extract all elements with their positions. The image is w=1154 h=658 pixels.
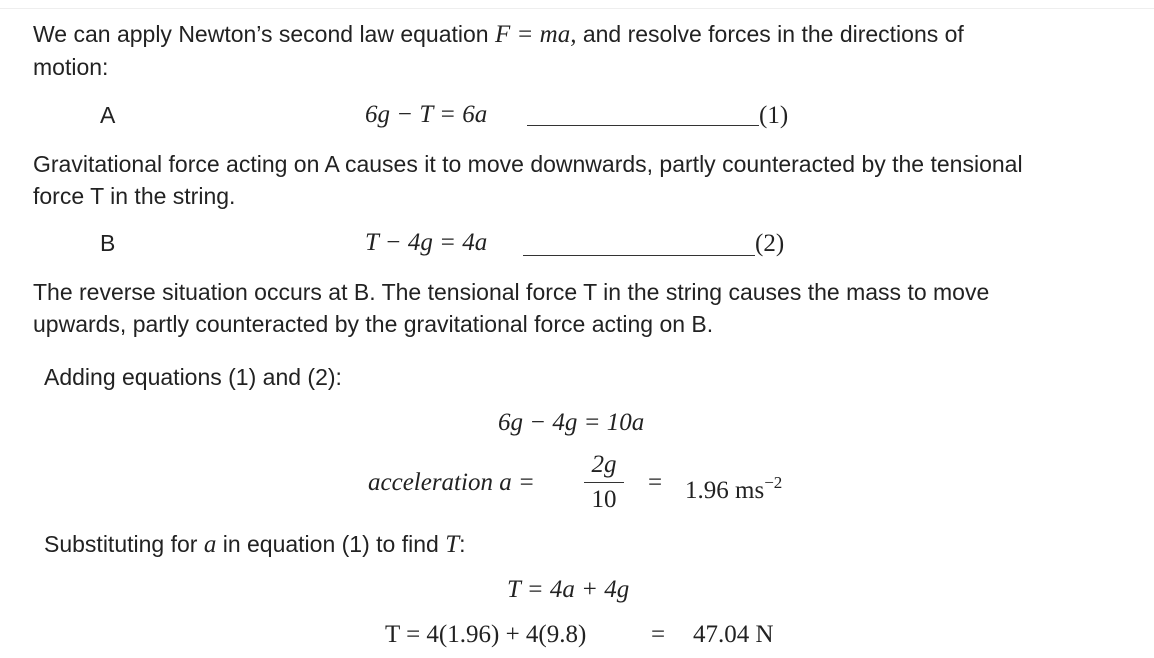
substituting-text-a: Substituting for xyxy=(44,531,198,557)
substituting-text-b: in equation (1) to find xyxy=(222,531,439,557)
para1-text-a: We can apply Newton’s second law equation xyxy=(33,21,489,47)
fraction-denominator: 10 xyxy=(591,486,617,513)
eq1-tag: (1) xyxy=(759,102,789,129)
para1-line2: motion: xyxy=(33,54,109,80)
eq2-formula: T − 4g = 4a xyxy=(365,229,488,256)
eq4-formula: T = 4a + 4g xyxy=(507,576,630,603)
fraction-bar xyxy=(584,482,624,483)
substituting-colon: : xyxy=(459,531,466,557)
para1-line1 xyxy=(33,18,964,51)
eq2-tag: (2) xyxy=(755,230,785,257)
eq2-blank-line xyxy=(523,255,755,256)
acceleration-fraction xyxy=(584,450,624,515)
eq1-label: A xyxy=(100,102,116,128)
eq5-formula: T = 4(1.96) + 4(9.8) xyxy=(385,621,587,648)
eq5-result: 47.04 N xyxy=(693,621,774,648)
acceleration-value xyxy=(685,467,782,507)
adding-equations-text: Adding equations (1) and (2): xyxy=(44,364,342,390)
para3-line2: upwards, partly counteracted by the gravitational force acting on B. xyxy=(33,311,714,337)
variable-a: a xyxy=(203,531,217,558)
eq1-blank-line xyxy=(527,125,759,126)
top-divider xyxy=(0,8,1154,9)
para2-line2: force T in the string. xyxy=(33,183,236,209)
para1-text-b: and resolve forces in the directions of xyxy=(582,21,964,47)
acceleration-value-number: 1.96 ms xyxy=(685,477,765,504)
substituting-line xyxy=(44,528,465,561)
acceleration-equals: = xyxy=(648,469,663,496)
para3-line1: The reverse situation occurs at B. The tensional force T in the string causes the mass to move xyxy=(33,279,990,305)
para2-line1: Gravitational force acting on A causes it to move downwards, partly counteracted by the tensional xyxy=(33,151,1023,177)
eq1-formula: 6g − T = 6a xyxy=(365,101,488,128)
acceleration-exponent: −2 xyxy=(764,473,783,492)
variable-t: T xyxy=(445,531,460,558)
eq5-equals: = xyxy=(651,621,666,648)
eq2-label: B xyxy=(100,230,116,256)
newton-law-formula: F = ma, xyxy=(495,21,577,48)
acceleration-label: acceleration a = xyxy=(368,469,535,496)
eq3-formula: 6g − 4g = 10a xyxy=(498,409,645,436)
fraction-numerator: 2g xyxy=(591,451,617,478)
